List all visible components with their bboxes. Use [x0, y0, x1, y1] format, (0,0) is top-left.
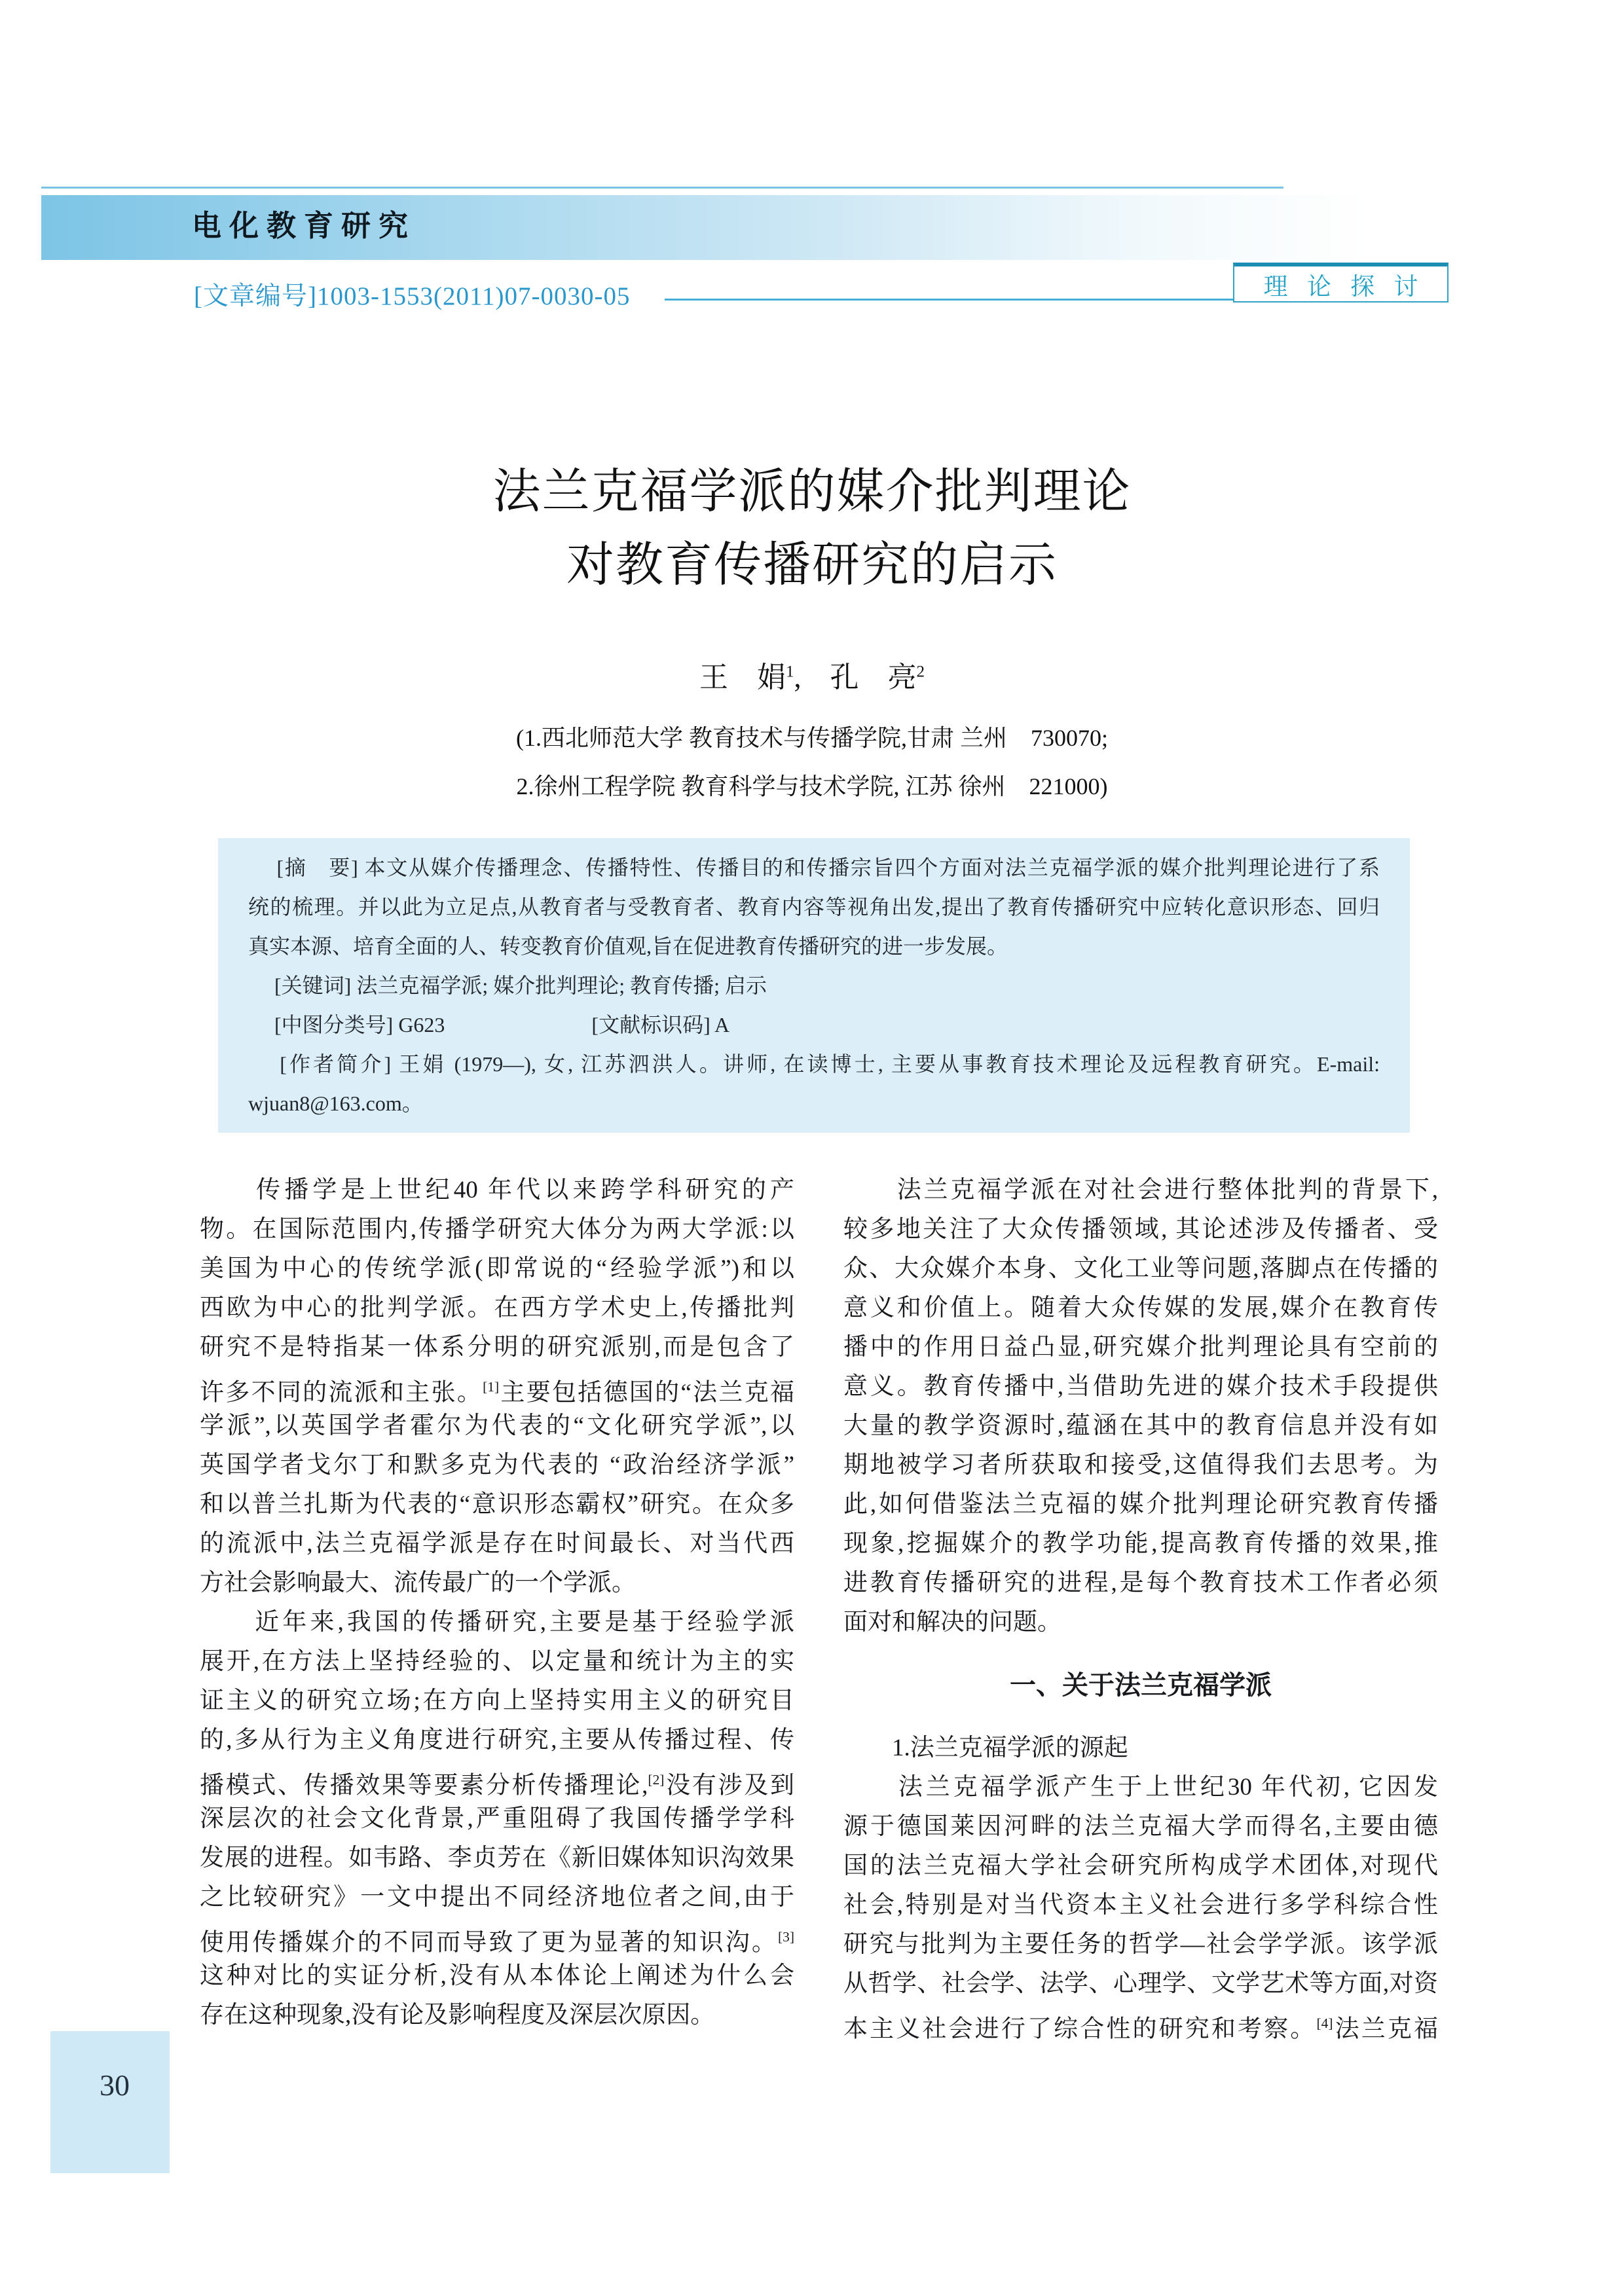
body-line: 本主义社会进行了综合性的研究和考察。[4]法兰克福	[843, 2015, 1438, 2043]
abstract-line: [作者简介] 王娟 (1979—), 女, 江苏泗洪人。讲师, 在读博士, 主要从事教育技术理论及远程教育研究。E-mail:	[248, 1052, 1380, 1076]
body-column-right	[843, 1171, 1438, 2043]
body-line: 法兰克福学派在对社会进行整体批判的背景下,	[843, 1177, 1438, 1203]
body-line: 法兰克福学派产生于上世纪30 年代初, 它因发	[843, 1774, 1438, 1801]
body-line: 的流派中,法兰克福学派是存在时间最长、对当代西	[200, 1530, 794, 1557]
author-name-2: 孔 亮	[830, 661, 917, 693]
abstract-line: [摘 要] 本文从媒介传播理念、传播特性、传播目的和传播宗旨四个方面对法兰克福学派的媒介批判理论进行了系	[248, 856, 1380, 879]
affiliation-line-2: 2.徐州工程学院 教育科学与技术学院, 江苏 徐州 221000)	[516, 773, 1108, 799]
body-line: 研究不是特指某一体系分明的研究派别,而是包含了	[200, 1334, 794, 1361]
body-line: 播模式、传播效果等要素分析传播理论,[2]没有涉及到	[200, 1772, 794, 1799]
body-line: 学派”,以英国学者霍尔为代表的“文化研究学派”,以	[200, 1412, 794, 1439]
body-line: 这种对比的实证分析,没有从本体论上阐述为什么会	[200, 1962, 794, 1989]
body-column-left	[200, 1171, 794, 2035]
abstract-panel	[218, 838, 1410, 1133]
author-separator: ,	[794, 661, 830, 693]
body-line: 美国为中心的传统学派(即常说的“经验学派”)和以	[200, 1255, 794, 1282]
body-line: 和以普兰扎斯为代表的“意识形态霸权”研究。在众多	[200, 1491, 794, 1518]
body-line: 面对和解决的问题。	[843, 1609, 1061, 1636]
body-line: 意义。教育传播中,当借助先进的媒介技术手段提供	[843, 1373, 1438, 1400]
body-line: 近年来,我国的传播研究,主要是基于经验学派	[200, 1609, 794, 1636]
body-line: 大量的教学资源时,蕴涵在其中的教育信息并没有如	[843, 1412, 1438, 1439]
body-line: 使用传播媒介的不同而导致了更为显著的知识沟。[3]	[200, 1929, 794, 1956]
body-line: 英国学者戈尔丁和默多克为代表的 “政治经济学派”	[200, 1452, 794, 1478]
authors-line	[0, 653, 1624, 695]
journal-name: 电化教育研究	[192, 210, 416, 242]
body-line: 现象,挖掘媒介的教学功能,提高教育传播的效果,推	[843, 1530, 1438, 1557]
body-line: 播中的作用日益凸显,研究媒介批判理论具有空前的	[843, 1334, 1438, 1361]
abstract-line: wjuan8@163.com。	[248, 1092, 423, 1115]
body-line: 方社会影响最大、流传最广的一个学派。	[200, 1570, 636, 1596]
body-line: 之比较研究》一文中提出不同经济地位者之间,由于	[200, 1884, 794, 1911]
body-line: 此,如何借鉴法兰克福的媒介批判理论研究教育传播	[843, 1491, 1438, 1518]
body-line: 源于德国莱因河畔的法兰克福大学而得名,主要由德	[843, 1813, 1438, 1840]
author-name-1: 王 娟	[699, 661, 786, 693]
body-line: 存在这种现象,没有论及影响程度及深层次原因。	[200, 2002, 715, 2029]
body-line: 社会,特别是对当代资本主义社会进行多学科综合性	[843, 1892, 1438, 1919]
body-line: 众、大众媒介本身、文化工业等问题,落脚点在传播的	[843, 1255, 1438, 1282]
author-superscript-2: 2	[916, 663, 925, 681]
body-line: 深层次的社会文化背景,严重阻碍了我国传播学学科	[200, 1805, 794, 1832]
body-line: 展开,在方法上坚持经验的、以定量和统计为主的实	[200, 1648, 794, 1675]
body-line: 证主义的研究立场;在方向上坚持实用主义的研究目	[200, 1687, 794, 1714]
body-line: 发展的进程。如韦路、李贞芳在《新旧媒体知识沟效果	[200, 1845, 794, 1871]
abstract-line: 真实本源、培育全面的人、转变教育价值观,旨在促进教育传播研究的进一步发展。	[248, 934, 1008, 958]
affiliations	[0, 714, 1624, 811]
article-number: [文章编号]1003-1553(2011)07-0030-05	[194, 282, 631, 310]
body-line: 从哲学、社会学、法学、心理学、文学艺术等方面,对资	[843, 1970, 1438, 1997]
body-line: 进教育传播研究的进程,是每个教育技术工作者必须	[843, 1570, 1438, 1596]
page-number-box	[50, 2031, 170, 2173]
header-top-rule	[41, 187, 1283, 189]
sub-heading: 1.法兰克福学派的源起	[843, 1735, 1128, 1761]
body-line: 传播学是上世纪40 年代以来跨学科研究的产	[200, 1177, 794, 1203]
article-title-line-2: 对教育传播研究的启示	[566, 538, 1058, 591]
body-line: 较多地关注了大众传播领域, 其论述涉及传播者、受	[843, 1216, 1438, 1243]
body-line: 许多不同的流派和主张。[1]主要包括德国的“法兰克福	[200, 1379, 794, 1406]
body-line: 研究与批判为主要任务的哲学—社会学学派。该学派	[843, 1931, 1438, 1958]
body-line: 的,多从行为主义角度进行研究,主要从传播过程、传	[200, 1727, 794, 1753]
column-badge: 理 论 探 讨	[1233, 263, 1449, 303]
article-title-line-1: 法兰克福学派的媒介批判理论	[492, 465, 1132, 518]
body-line: 国的法兰克福大学社会研究所构成学术团体,对现代	[843, 1852, 1438, 1879]
body-line: 意义和价值上。随着大众传媒的发展,媒介在教育传	[843, 1294, 1438, 1321]
abstract-line: [关键词] 法兰克福学派; 媒介批判理论; 教育传播; 启示	[248, 974, 767, 997]
affiliation-line-1: (1.西北师范大学 教育技术与传播学院,甘肃 兰州 730070;	[516, 725, 1108, 751]
article-title	[0, 455, 1624, 602]
abstract-line: 统的梳理。并以此为立足点,从教育者与受教育者、教育内容等视角出发,提出了教育传播研究中应转化意识形态、回归	[248, 895, 1380, 919]
section-heading: 一、关于法兰克福学派	[1010, 1670, 1272, 1700]
body-line: 西欧为中心的批判学派。在西方学术史上,传播批判	[200, 1294, 794, 1321]
abstract-line: [中图分类号] G623 [文献标识码] A	[248, 1013, 730, 1037]
body-line: 期地被学习者所获取和接受,这值得我们去思考。为	[843, 1452, 1438, 1478]
article-number-rule	[665, 299, 1233, 301]
page-number: 30	[100, 2068, 130, 2102]
author-superscript-1: 1	[786, 663, 794, 681]
body-line: 物。在国际范围内,传播学研究大体分为两大学派:以	[200, 1216, 794, 1243]
header-bar	[41, 195, 1624, 260]
